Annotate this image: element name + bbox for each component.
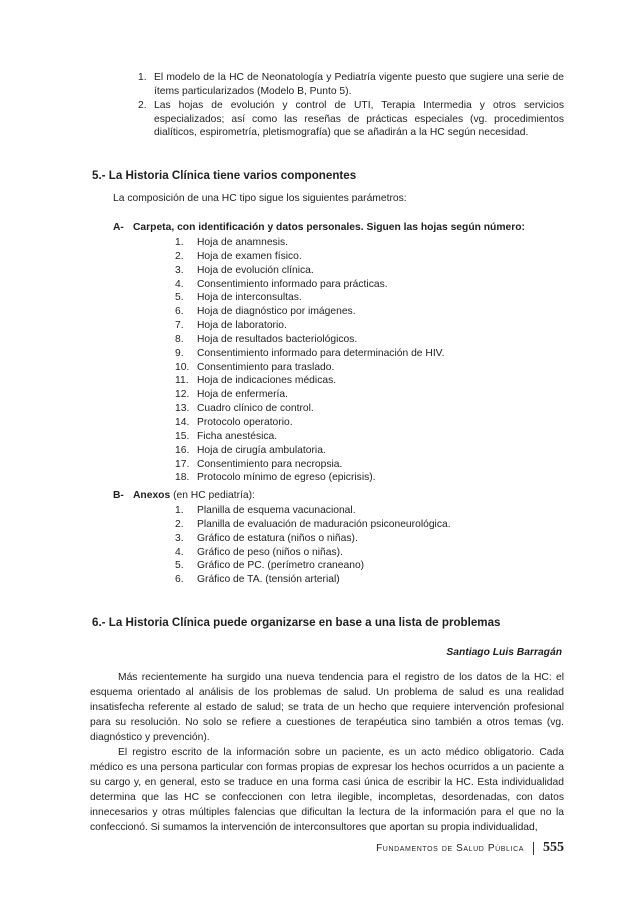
section-5-heading: 5.- La Historia Clínica tiene varios componentes (92, 169, 357, 182)
list-item-number: 17. (175, 458, 190, 470)
list-item (175, 532, 451, 546)
list-item (175, 250, 444, 264)
list-item-number: 4. (175, 546, 184, 558)
list-item-text: Consentimiento para necropsia. (197, 458, 343, 470)
list-item-number: 18. (175, 472, 190, 484)
list-item-number: 3. (175, 264, 184, 276)
list-item-text: Planilla de esquema vacunacional. (197, 505, 356, 516)
list-item (175, 291, 444, 305)
list-item-text: Hoja de laboratorio. (197, 320, 287, 332)
list-item-text: Hoja de enfermería. (197, 389, 289, 401)
list-item-text: Consentimiento informado para determinación de HIV. (197, 347, 445, 359)
list-item (175, 504, 451, 518)
list-item (175, 278, 444, 292)
paragraph: Más recientemente ha surgido una nueva tendencia para el registro de los datos de la HC: el esquema orientado al análisis de los problemas de salud. Un problema de salud es una realidad insatisfecha referente al estado de salud; se trata de un hecho que requiere intervención profesional para su resolución. No solo se refiere a cuestiones de terapéutica sino también a otros temas (vg. diagnóstico y prevención). (90, 672, 564, 743)
footer-divider (533, 842, 534, 855)
list-a-letter: A- (113, 222, 124, 233)
paragraph: El registro escrito de la información sobre un paciente, es un acto médico obligatorio. Cada médico es una persona particular con formas propias de expresar los hechos ocurridos a un paciente a su cargo y, en general, esto se traduce en una forma casi única de escribir la HC. Esta individualidad determina que las HC se confeccionen con letra ilegible, incompletas, desordenadas, con datos innecesarios y otras múltiples falencias que dificultan la lectura de la información para el que no la confeccionó. Si sumamos la intervención de interconsultores que aportan su propia individualidad, (90, 747, 564, 833)
list-b-title: Anexos (133, 490, 171, 501)
list-item-text: El modelo de la HC de Neonatología y Pediatría vigente puesto que sugiere una serie de ítems particularizados (Modelo B, Punto 5). (154, 72, 564, 97)
list-item-number: 11. (175, 375, 189, 387)
list-item-text: Cuadro clínico de control. (197, 403, 314, 415)
list-b-heading (113, 490, 255, 501)
list-item-text: Hoja de resultados bacteriológicos. (197, 333, 358, 345)
list-item (138, 71, 564, 98)
list-item-number: 2. (175, 250, 184, 262)
list-b-items (175, 504, 451, 587)
list-b-letter: B- (113, 490, 124, 501)
list-item-text: Consentimiento informado para prácticas. (197, 278, 388, 290)
list-item-text: Protocolo mínimo de egreso (epicrisis). (197, 472, 376, 484)
list-item-text: Hoja de examen físico. (197, 250, 302, 262)
list-item-number: 2. (175, 518, 184, 530)
list-item (175, 416, 444, 430)
list-item (138, 99, 564, 140)
list-item-text: Hoja de indicaciones médicas. (197, 375, 337, 387)
list-item (175, 471, 444, 485)
list-item-text: Hoja de diagnóstico por imágenes. (197, 306, 356, 318)
list-item-text: Hoja de cirugía ambulatoria. (197, 444, 326, 456)
list-item-number: 6. (175, 574, 184, 586)
page-number: 555 (543, 840, 564, 855)
list-b-subtitle: (en HC pediatría): (170, 490, 255, 501)
list-item-text: Gráfico de TA. (tensión arterial) (197, 574, 340, 586)
author-name: Santiago Luis Barragán (446, 647, 562, 658)
list-item (175, 559, 451, 573)
list-item-text: Consentimiento para traslado. (197, 361, 335, 373)
list-item (175, 264, 444, 278)
list-a-heading (113, 222, 525, 233)
list-item-number: 12. (175, 389, 190, 401)
list-item-text: Protocolo operatorio. (197, 416, 293, 428)
intro-list (138, 71, 564, 141)
footer-label: Fundamentos de Salud Pública (376, 842, 524, 854)
list-item (175, 518, 451, 532)
list-item-text: Hoja de anamnesis. (197, 237, 289, 248)
list-item (175, 361, 444, 375)
list-item-text: Gráfico de estatura (niños o niñas). (197, 532, 358, 544)
list-item-number: 15. (175, 430, 190, 442)
list-item-number: 1. (175, 505, 184, 516)
page-footer (376, 840, 564, 856)
list-item (175, 333, 444, 347)
list-a-items (175, 236, 444, 485)
list-item (175, 430, 444, 444)
list-item-number: 5. (175, 292, 184, 304)
list-item-number: 4. (175, 278, 184, 290)
list-item (175, 305, 444, 319)
list-item (175, 374, 444, 388)
list-item-text: Planilla de evaluación de maduración psiconeurológica. (197, 518, 451, 530)
section-5-intro: La composición de una HC tipo sigue los siguientes parámetros: (113, 193, 407, 204)
list-item-text: Gráfico de peso (niños o niñas). (197, 546, 343, 558)
list-item-number: 10. (175, 361, 190, 373)
list-item-number: 6. (175, 306, 184, 318)
list-item-number: 9. (175, 347, 184, 359)
list-item-text: Hoja de evolución clínica. (197, 264, 314, 276)
list-item (175, 546, 451, 560)
list-item-number: 1. (138, 72, 147, 83)
list-item-number: 8. (175, 333, 184, 345)
list-item-number: 14. (175, 416, 190, 428)
list-item-number: 13. (175, 403, 190, 415)
list-item-text: Ficha anestésica. (197, 430, 278, 442)
list-item (175, 402, 444, 416)
list-item (175, 388, 444, 402)
list-item (175, 444, 444, 458)
list-item-text: Gráfico de PC. (perímetro craneano) (197, 560, 365, 572)
list-item (175, 458, 444, 472)
list-a-title: Carpeta, con identificación y datos personales. Siguen las hojas según número: (133, 222, 525, 233)
list-item-number: 1. (175, 237, 184, 248)
list-item-number: 16. (175, 444, 190, 456)
list-item-text: Hoja de interconsultas. (197, 292, 302, 304)
list-item (175, 573, 451, 587)
list-item (175, 236, 444, 250)
body-text (90, 670, 564, 835)
list-item-text: Las hojas de evolución y control de UTI, Terapia Intermedia y otros servicios especializados; así como las reseñas de prácticas especiales (vg. procedimientos dialíticos, espirometría, pletismografía) que se añadirán a la HC según necesidad. (154, 100, 564, 139)
list-item-number: 3. (175, 532, 184, 544)
list-item-number: 2. (138, 100, 147, 112)
list-item-number: 5. (175, 560, 184, 572)
list-item-number: 7. (175, 320, 184, 332)
section-6-heading: 6.- La Historia Clínica puede organizarse en base a una lista de problemas (92, 616, 501, 629)
list-item (175, 347, 444, 361)
list-item (175, 319, 444, 333)
